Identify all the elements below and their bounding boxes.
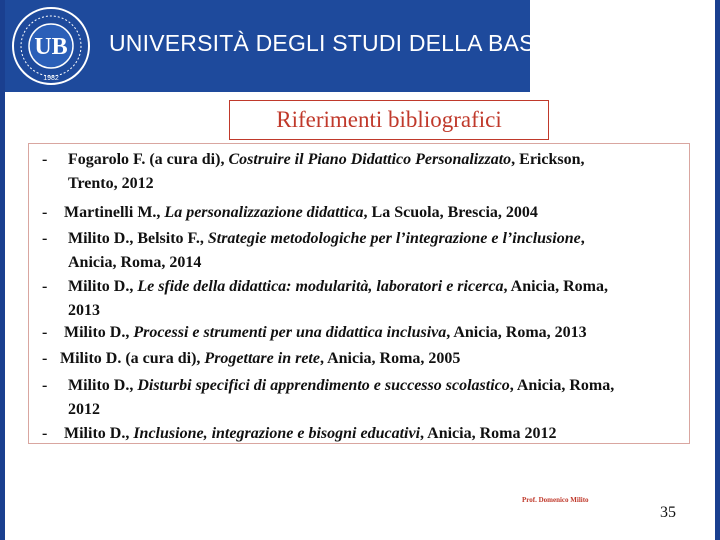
reference-bullet: -	[42, 278, 48, 295]
reference-author: Fogarolo F. (a cura di),	[68, 151, 229, 168]
university-name: UNIVERSITÀ DEGLI STUDI DELLA BASILICATA	[109, 30, 620, 56]
reference-author: Milito D.,	[68, 278, 138, 295]
reference-title: Le sfide della didattica: modularità, laboratori e ricerca	[137, 278, 504, 295]
reference-line	[68, 277, 608, 297]
reference-publisher: , Anicia, Roma,	[509, 377, 615, 394]
reference-bullet: -	[42, 230, 48, 247]
svg-text:1982: 1982	[43, 75, 59, 82]
reference-title: Inclusione, integrazione e bisogni educativi	[133, 425, 421, 442]
title-box	[229, 100, 549, 140]
footer-author: Prof. Domenico Milito	[522, 496, 589, 504]
reference-author: Milito D.,	[64, 324, 134, 341]
reference-line	[68, 376, 614, 396]
reference-title: La personalizzazione didattica	[164, 204, 364, 221]
reference-publisher: ,	[580, 230, 585, 247]
reference-bullet: -	[42, 350, 48, 367]
reference-continuation: 2012	[68, 401, 100, 418]
reference-bullet: -	[42, 204, 48, 221]
reference-publisher: , Anicia, Roma 2012	[420, 425, 557, 442]
reference-title: Costruire il Piano Didattico Personalizzato	[228, 151, 512, 168]
reference-author: Martinelli M.,	[64, 204, 165, 221]
reference-continuation: 2013	[68, 302, 100, 319]
reference-line	[64, 203, 538, 223]
reference-author: Milito D.,	[68, 377, 138, 394]
reference-line	[60, 349, 460, 369]
reference-bullet: -	[42, 377, 48, 394]
reference-author: Milito D., Belsito F.,	[68, 230, 208, 247]
reference-line	[68, 229, 585, 249]
reference-bullet: -	[42, 425, 48, 442]
reference-continuation: Trento, 2012	[68, 175, 154, 192]
page-number: 35	[660, 504, 676, 521]
reference-author: Milito D.,	[64, 425, 134, 442]
reference-bullet: -	[42, 151, 48, 168]
reference-author: Milito D. (a cura di),	[60, 350, 205, 367]
slide-title: Riferimenti bibliografici	[276, 107, 502, 132]
reference-title: Disturbi specifici di apprendimento e successo scolastico	[137, 377, 510, 394]
reference-title: Strategie metodologiche per l’integrazione e l’inclusione	[207, 230, 581, 247]
reference-line	[64, 424, 556, 444]
reference-publisher: , Anicia, Roma, 2005	[319, 350, 461, 367]
reference-publisher: , Erickson,	[511, 151, 585, 168]
reference-line	[64, 323, 587, 343]
reference-bullet: -	[42, 324, 48, 341]
reference-title: Progettare in rete	[204, 350, 320, 367]
reference-continuation: Anicia, Roma, 2014	[68, 254, 202, 271]
svg-text:UB: UB	[34, 34, 68, 60]
reference-publisher: , Anicia, Roma, 2013	[446, 324, 587, 341]
university-banner	[5, 0, 620, 92]
reference-line	[68, 150, 584, 170]
reference-publisher: , Anicia, Roma,	[503, 278, 608, 295]
university-seal-icon	[11, 6, 91, 86]
reference-title: Processi e strumenti per una didattica inclusiva	[133, 324, 447, 341]
reference-publisher: , La Scuola, Brescia, 2004	[363, 204, 538, 221]
